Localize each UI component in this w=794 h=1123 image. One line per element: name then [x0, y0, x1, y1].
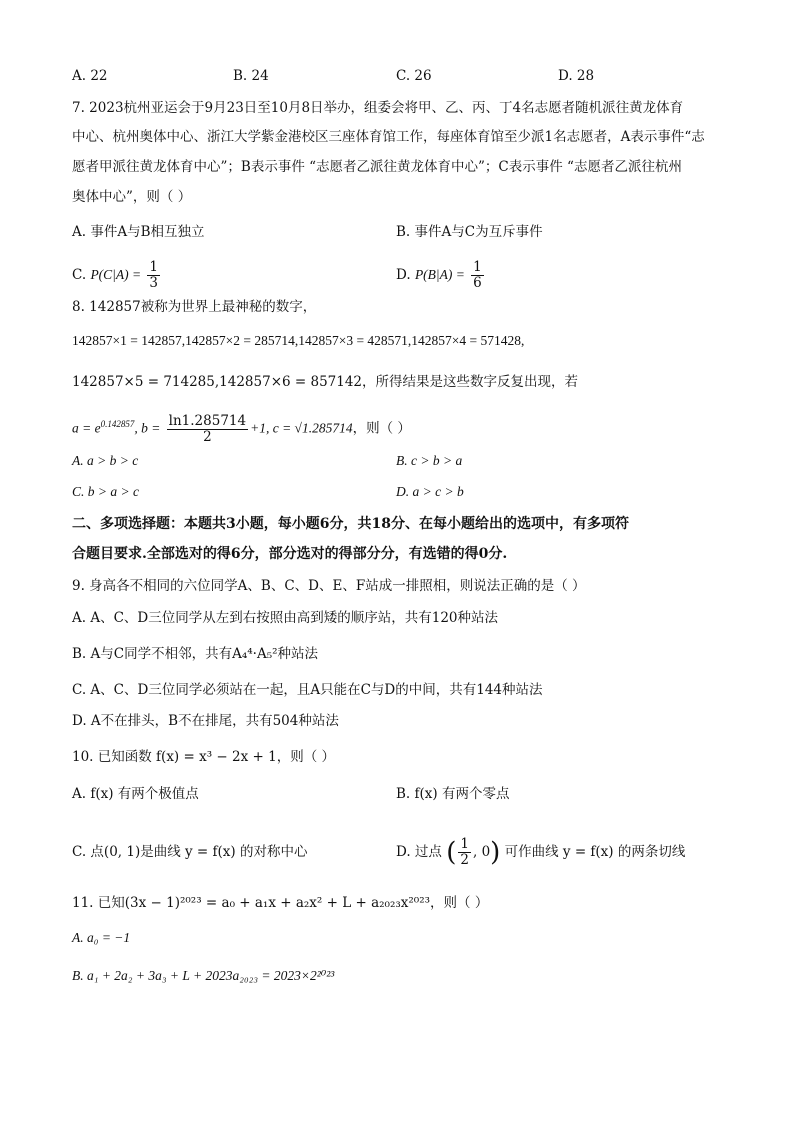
- q7-option-d-den: 6: [473, 275, 482, 291]
- q7-option-c: [72, 258, 162, 292]
- q8-option-c: C. b > a > c: [72, 484, 139, 499]
- q8-b-den: 2: [203, 428, 212, 445]
- q8-stem-tail: ，则（ ）: [352, 420, 411, 437]
- q7-option-c-expr: P(C|A) =: [90, 267, 142, 282]
- q7-option-d-expr: P(B|A) =: [414, 267, 465, 282]
- q7-option-d-fraction: [471, 260, 484, 291]
- q10-option-c: C. 点(0, 1)是曲线 y = f(x) 的对称中心: [72, 844, 308, 860]
- q11-option-a: A. a₀ = −1: [72, 930, 131, 945]
- q10-option-a: A. f(x) 有两个极值点: [72, 786, 199, 802]
- q10-option-d-zero: , 0: [472, 844, 491, 860]
- q8-b-expr: , b =: [134, 420, 161, 436]
- q8-a-expr: a = e: [72, 420, 101, 436]
- q7-option-d-label: D.: [396, 267, 411, 283]
- q7-option-c-label: C.: [72, 267, 87, 283]
- q8-a-exponent: 0.142857: [100, 419, 135, 429]
- q7-stem-line-4: 奥体中心”，则（ ）: [72, 189, 192, 205]
- q11-stem: 11. 已知(3x − 1)²⁰²³ = a₀ + a₁x + a₂x² + L + a₂₀₂₃x²⁰²³，则（ ）: [72, 895, 489, 911]
- q9-option-b: B. A与C同学不相邻，共有A₄⁴·A₅²种站法: [72, 646, 319, 662]
- q10-option-d-rparen: ): [490, 837, 501, 868]
- q6-option-d: D. 28: [558, 68, 595, 84]
- q9-option-d: D. A不在排头，B不在排尾，共有504种站法: [72, 713, 339, 729]
- q8-option-b: B. c > b > a: [396, 453, 463, 468]
- q10-option-d-suffix: 可作曲线 y = f(x) 的两条切线: [504, 844, 686, 860]
- q9-option-a: A. A、C、D三位同学从左到右按照由高到矮的顺序站，共有120种站法: [72, 610, 499, 626]
- q8-b-num: ln1.285714: [168, 412, 247, 429]
- q8-option-d: D. a > c > b: [396, 484, 464, 499]
- q6-option-b: B. 24: [233, 68, 269, 84]
- q7-stem-line-3: 愿者甲派往黄龙体育中心”；B表示事件 “志愿者乙派往黄龙体育中心”；C表示事件 “志愿者乙派往杭州: [72, 159, 682, 175]
- q8-c-expr: +1, c = √1.285714: [250, 420, 353, 436]
- q8-stem-line-3-math: 142857×5 = 714285,142857×6 = 857142: [72, 374, 363, 390]
- q10-stem: 10. 已知函数 f(x) = x³ − 2x + 1，则（ ）: [72, 749, 335, 765]
- q8-b-fraction: [167, 414, 248, 445]
- q9-option-c: C. A、C、D三位同学必须站在一起，且A只能在C与D的中间，共有144种站法: [72, 682, 543, 698]
- q8-stem-line-3: [72, 372, 578, 392]
- q8-option-a: A. a > b > c: [72, 453, 139, 468]
- q7-stem-line-1: 7. 2023杭州亚运会于9月23日至10月8日举办，组委会将甲、乙、丙、丁4名志愿者随机派往黄龙体育: [72, 100, 684, 116]
- q7-option-c-num: 1: [149, 259, 159, 275]
- q7-stem-line-2: 中心、杭州奥体中心、浙江大学紫金港校区三座体育馆工作，每座体育馆至少派1名志愿者，A表示事件“志: [72, 129, 705, 145]
- q7-option-d-num: 1: [473, 259, 482, 275]
- q11-option-b: B. a₁ + 2a₂ + 3a₃ + L + 2023a₂₀₂₃ = 2023×2²⁰²³: [72, 968, 335, 983]
- q10-option-d-den: 2: [460, 852, 469, 868]
- q8-stem-line-2: 142857×1 = 142857,142857×2 = 285714,142857×3 = 428571,142857×4 = 571428,: [72, 333, 525, 348]
- q6-option-c: C. 26: [396, 68, 432, 84]
- q10-option-b: B. f(x) 有两个零点: [396, 786, 510, 802]
- q10-option-d-num: 1: [460, 836, 469, 852]
- q9-stem: 9. 身高各不相同的六位同学A、B、C、D、E、F站成一排照相，则说法正确的是（ ）: [72, 578, 586, 594]
- q7-option-c-den: 3: [149, 275, 159, 291]
- q8-stem-line-1: 8. 142857被称为世界上最神秘的数字，: [72, 299, 317, 315]
- q8-stem-line-4: [72, 406, 411, 447]
- q10-option-d-fraction: [458, 837, 471, 868]
- q7-option-d: [396, 258, 486, 292]
- q7-option-a: A. 事件A与B相互独立: [72, 224, 205, 240]
- q7-option-b: B. 事件A与C为互斥事件: [396, 224, 543, 240]
- q8-stem-line-3-text: ，所得结果是这些数字反复出现，若: [362, 374, 579, 390]
- section-2-heading-line-2: 合题目要求.全部选对的得6分，部分选对的得部分分，有选错的得0分.: [72, 546, 508, 562]
- q7-option-c-fraction: [147, 260, 160, 291]
- section-2-heading-line-1: 二、多项选择题：本题共3小题，每小题6分，共18分、在每小题给出的选项中，有多项符: [72, 516, 629, 532]
- q6-option-a: A. 22: [72, 68, 108, 84]
- q10-option-d-prefix: D. 过点: [396, 844, 442, 860]
- q10-option-d: [396, 834, 685, 871]
- q10-option-d-lparen: (: [446, 837, 457, 868]
